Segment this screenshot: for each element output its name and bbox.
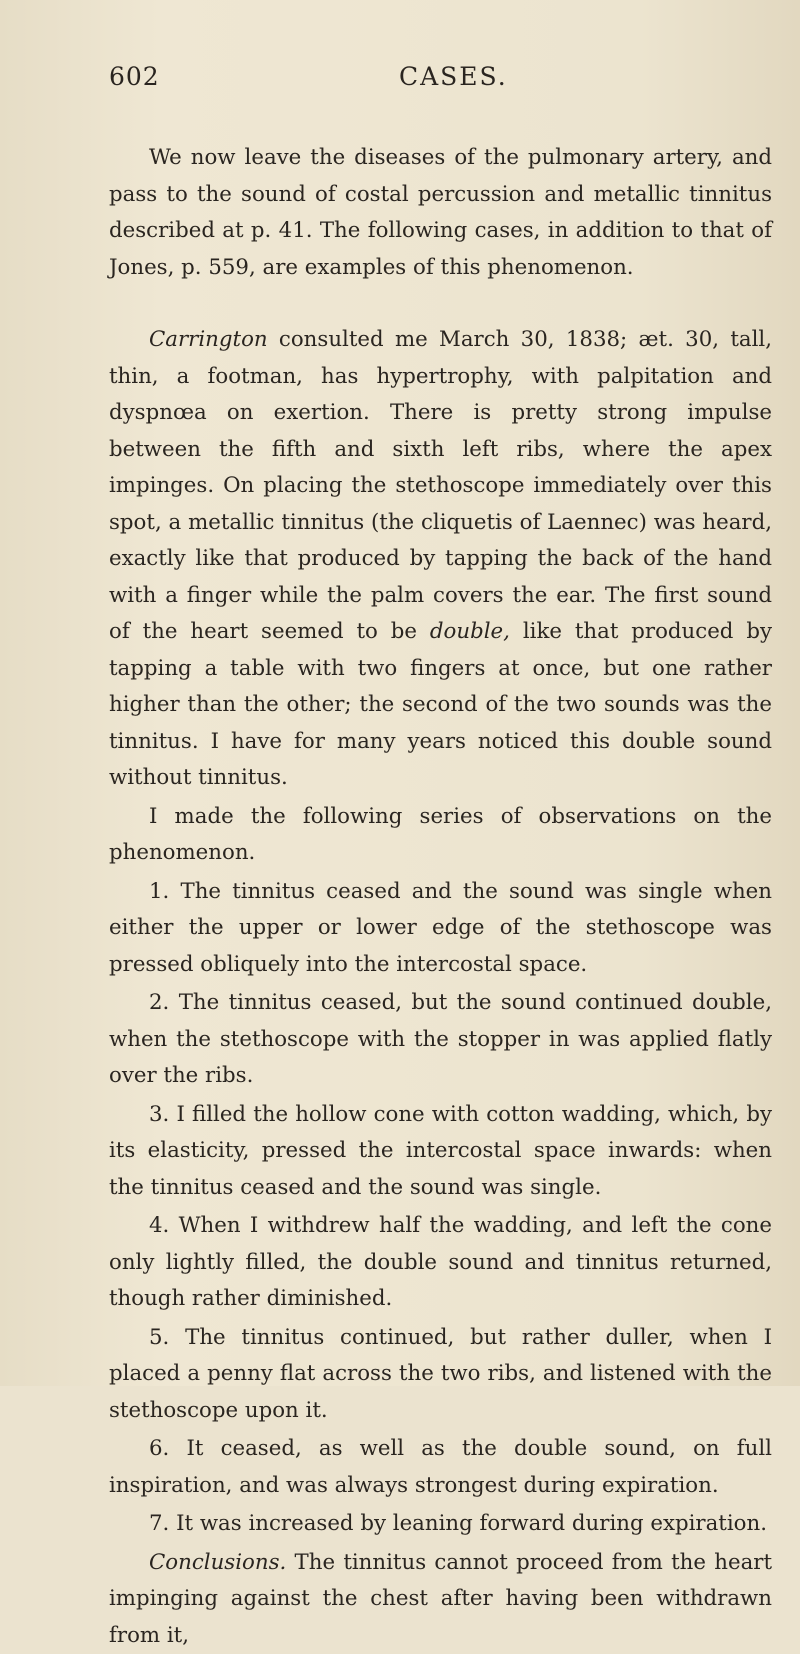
observation-6: 6. It ceased, as well as the double sound, on full inspiration, and was always strongest during expiration. [109,1431,772,1504]
case-name: Carrington [149,327,268,352]
conclusions-text: The tinnitus cannot proceed from the heart impinging against the chest after having been withdrawn from it, [109,1550,772,1648]
case-paragraph [109,322,772,797]
running-head: CASES. [399,62,508,91]
observation-1: 1. The tinnitus ceased and the sound was single when either the upper or lower edge of the stethoscope was pressed obliquely into the intercostal space. [109,874,772,984]
case-text-1: consulted me March 30, 1838; æt. 30, tall, thin, a footman, has hypertrophy, with palpitation and dyspnœa on exertion. There is pretty strong impulse between the fifth and sixth left ribs, where the apex impinges. On placing the stethoscope immediately over this spot, a metallic tinnitus (the cliquetis of Laennec) was heard, exactly like that produced by tapping the back of the hand with a finger while the palm covers the ear. The first sound of the heart seemed to be [109,327,772,644]
observation-4: 4. When I withdrew half the wadding, and left the cone only lightly filled, the double sound and tinnitus returned, though rather diminished. [109,1208,772,1318]
observation-5: 5. The tinnitus continued, but rather duller, when I placed a penny flat across the two ribs, and listened with the stethoscope upon it. [109,1320,772,1430]
conclusions-paragraph [109,1545,772,1654]
page-body [109,140,772,1654]
case-emphasis: double, [430,619,510,644]
conclusions-label: Conclusions. [149,1550,286,1575]
page-header [109,62,772,102]
series-intro-paragraph: I made the following series of observations on the phenomenon. [109,799,772,872]
observation-7: 7. It was increased by leaning forward during expiration. [109,1506,772,1543]
observation-3: 3. I filled the hollow cone with cotton wadding, which, by its elasticity, pressed the intercostal space inwards: when the tinnitus ceased and the sound was single. [109,1097,772,1207]
observation-2: 2. The tinnitus ceased, but the sound continued double, when the stethoscope with the stopper in was applied flatly over the ribs. [109,985,772,1095]
case-text-2: like that produced by tapping a table with two fingers at once, but one rather higher than the other; the second of the two sounds was the tinnitus. I have for many years noticed this double sound without tinnitus. [109,619,772,790]
page-number: 602 [109,62,160,91]
intro-paragraph: We now leave the diseases of the pulmonary artery, and pass to the sound of costal percussion and metallic tinnitus described at p. 41. The following cases, in addition to that of Jones, p. 559, are examples of this phenomenon. [109,140,772,286]
